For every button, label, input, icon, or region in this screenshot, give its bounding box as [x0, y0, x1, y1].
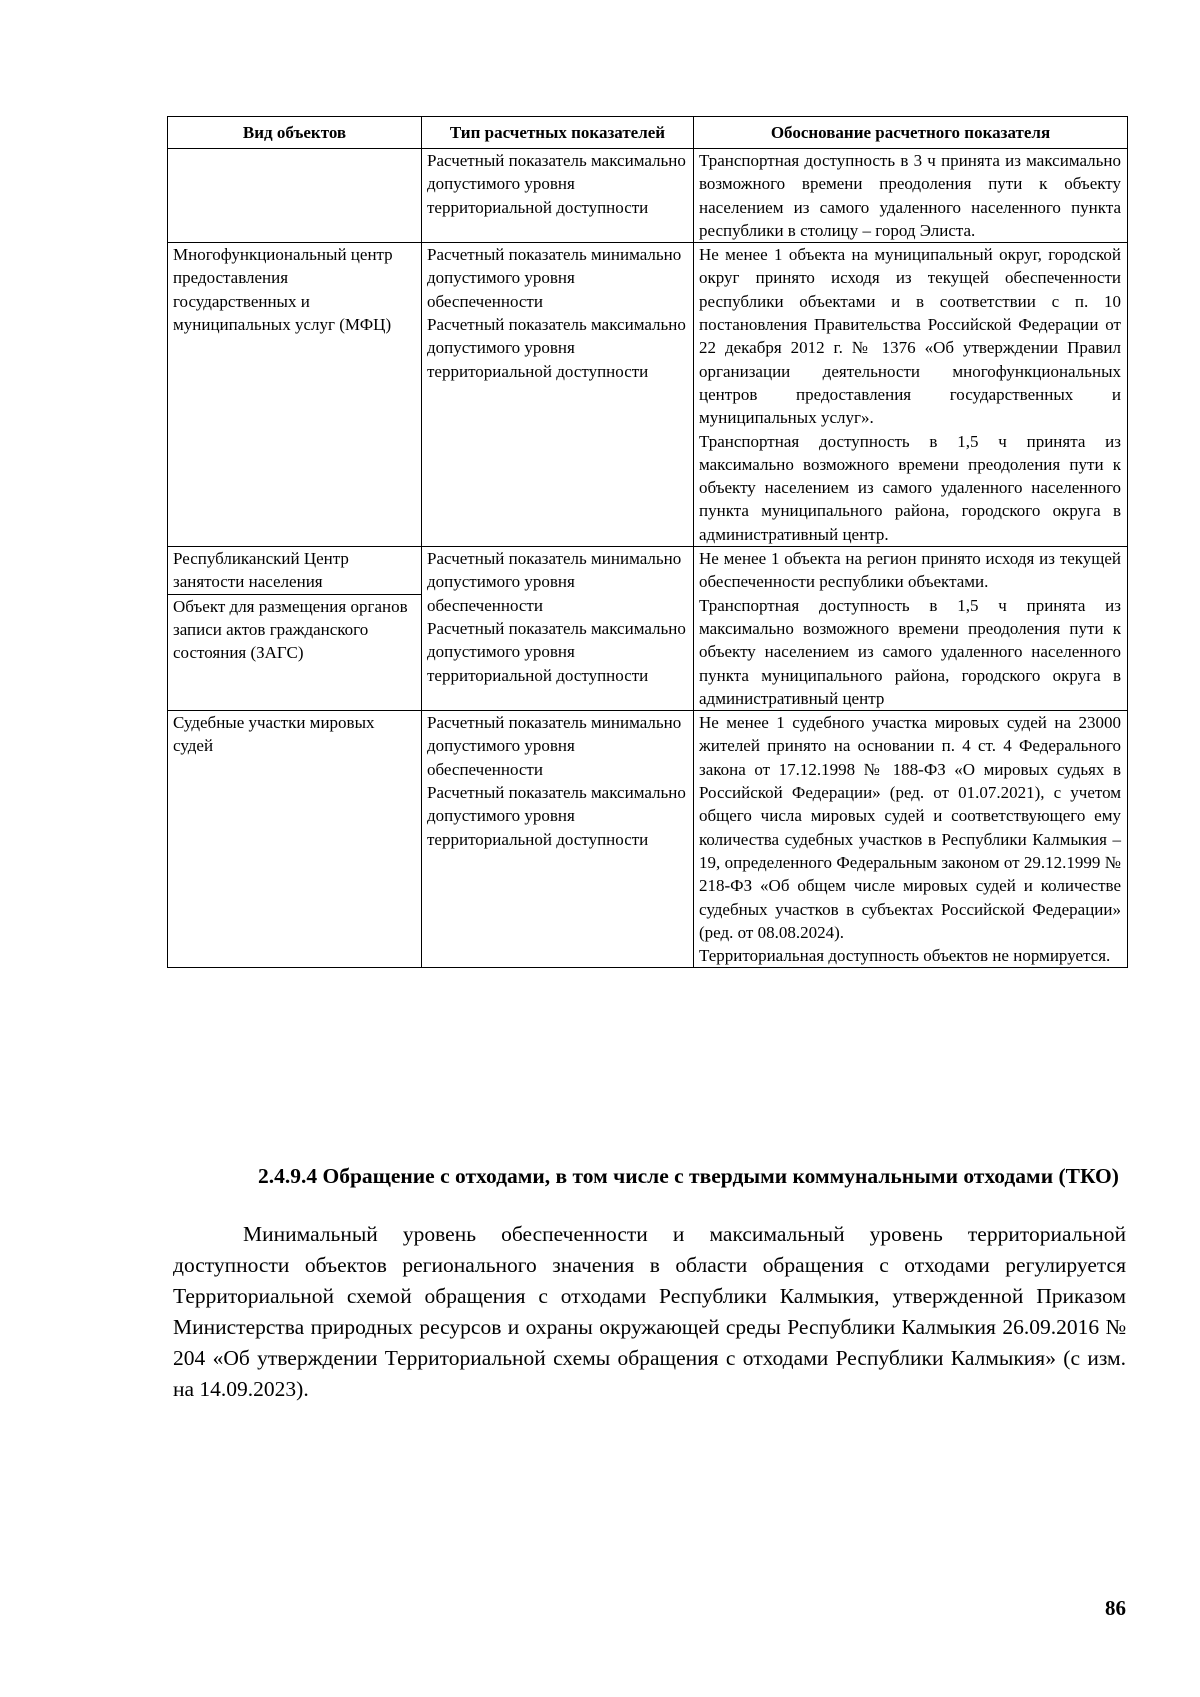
header-justification: Обоснование расчетного показателя	[694, 117, 1128, 149]
section-paragraph: Минимальный уровень обеспеченности и максимальный уровень территориальной доступности объектов регионального значения в области обращения с отходами регулируется Территориальной схемой обращения с отходами Республики Калмыкия, утвержденной Приказом Министерства природных ресурсов и охраны окружающей среды Республики Калмыкия 26.09.2016 № 204 «Об утверждении Территориальной схемы обращения с отходами Республики Калмыкия» (с изм. на 14.09.2023).	[173, 1222, 1126, 1401]
cell-object	[168, 149, 422, 243]
object-registry-office: Объект для размещения органов записи актов гражданского состояния (ЗАГС)	[173, 596, 408, 663]
cell-object: Судебные участки мировых судей	[168, 711, 422, 968]
indicators-table	[167, 116, 1128, 968]
indicator-text: Расчетный показатель максимально допустимого уровня территориальной доступности	[427, 151, 686, 217]
justification-text: Не менее 1 объекта на муниципальный округ, городской округ принято исходя из текущей обеспеченности республики объектами и в соответствии с п. 10 постановления Правительства Российской Федерации от 22 декабря 2012 г. № 1376 «Об утверждении Правил организации деятельности многофункциональных центров предоставления государственных и муниципальных услуг».	[699, 245, 1121, 428]
page-number: 86	[1105, 1596, 1126, 1620]
justification-text: Транспортная доступность в 1,5 ч принята из максимально возможного времени преодоления пути к объекту населением из самого удаленного населенного пункта муниципального района, городского округа в административный центр	[699, 595, 1121, 708]
indicator-text: Расчетный показатель максимально допустимого уровня территориальной доступности	[427, 315, 686, 381]
section-heading: 2.4.9.4 Обращение с отходами, в том числе с твердыми коммунальными отходами (ТКО)	[258, 1164, 1119, 1188]
justification-text: Не менее 1 объекта на регион принято исходя из текущей обеспеченности республики объектами.	[699, 549, 1121, 592]
justification-text: Транспортная доступность в 3 ч принята из максимально возможного времени преодоления пути к объекту населением из самого удаленного населенного пункта республики в столицу – город Элиста.	[699, 151, 1121, 240]
cell-justification	[694, 547, 1128, 711]
object-employment-center: Республиканский Центр занятости населения	[168, 547, 421, 595]
indicator-text: Расчетный показатель максимально допустимого уровня территориальной доступности	[427, 618, 686, 685]
table-row	[168, 243, 1128, 547]
indicator-text: Расчетный показатель минимально допустимого уровня обеспеченности	[427, 713, 682, 779]
cell-indicators	[422, 711, 694, 968]
table-row	[168, 547, 1128, 711]
indicator-text: Расчетный показатель минимально допустимого уровня обеспеченности	[427, 245, 682, 311]
cell-justification	[694, 711, 1128, 968]
cell-object	[168, 547, 422, 711]
cell-justification	[694, 243, 1128, 547]
header-object-type: Вид объектов	[168, 117, 422, 149]
cell-indicators	[422, 547, 694, 711]
cell-object: Многофункциональный центр предоставления государственных и муниципальных услуг (МФЦ)	[168, 243, 422, 547]
cell-indicators	[422, 243, 694, 547]
table-row	[168, 711, 1128, 968]
indicator-text: Расчетный показатель максимально допустимого уровня территориальной доступности	[427, 783, 686, 849]
indicator-text: Расчетный показатель минимально допустимого уровня обеспеченности	[427, 549, 682, 615]
table-row	[168, 149, 1128, 243]
justification-text: Не менее 1 судебного участка мировых судей на 23000 жителей принято на основании п. 4 ст. 4 Федерального закона от 17.12.1998 № 188-ФЗ «О мировых судьях в Российской Федерации» (ред. от 01.07.2021), с учетом общего числа мировых судей и соответствующего ему количества судебных участков в Республики Калмыкия – 19, определенного Федеральным законом от 29.12.1999 № 218-ФЗ «Об общем числе мировых судей и количестве судебных участков в субъектах Российской Федерации» (ред. от 08.08.2024).	[699, 713, 1121, 942]
header-indicator-type: Тип расчетных показателей	[422, 117, 694, 149]
cell-justification	[694, 149, 1128, 243]
table-header-row	[168, 117, 1128, 149]
cell-indicators	[422, 149, 694, 243]
justification-text: Территориальная доступность объектов не нормируется.	[699, 946, 1111, 966]
justification-text: Транспортная доступность в 1,5 ч принята из максимально возможного времени преодоления пути к объекту населением из самого удаленного населенного пункта муниципального района, городского округа в административный центр.	[699, 431, 1121, 544]
